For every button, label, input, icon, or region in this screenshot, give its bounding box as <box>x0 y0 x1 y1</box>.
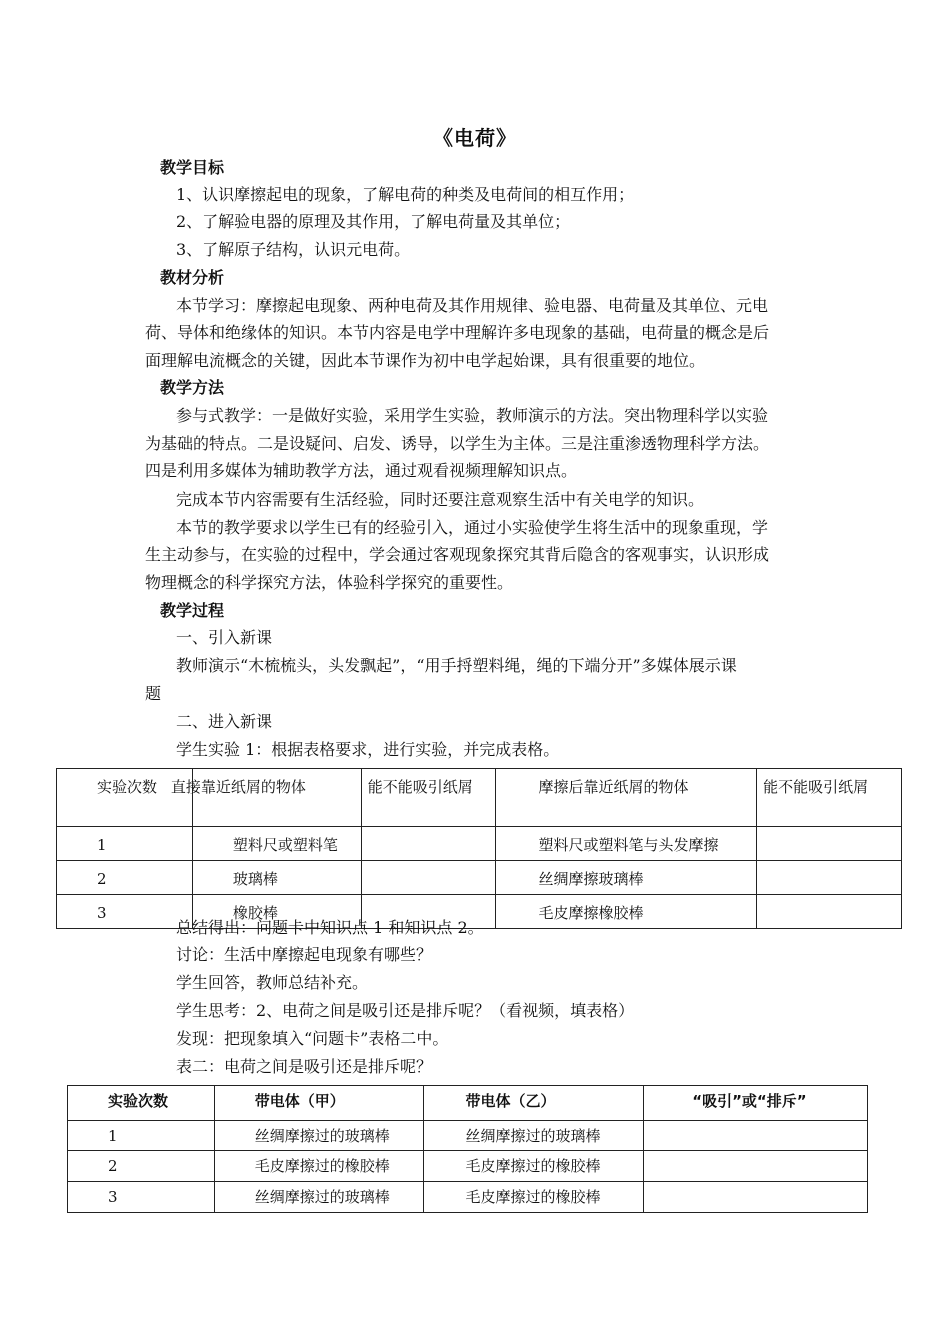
section-heading-analysis: 教材分析 <box>160 268 225 287</box>
table-cell: 塑料尺或塑料笔与头发摩擦 <box>495 827 757 861</box>
paragraph-line: 荷、导体和绝缘体的知识。本节内容是电学中理解许多电现象的基础，电荷量的概念是后 <box>145 323 770 342</box>
table-cell: 毛皮摩擦过的橡胶棒 <box>214 1151 423 1182</box>
table-header-row <box>68 1086 868 1121</box>
goal-item: 3、了解原子结构，认识元电荷。 <box>176 240 411 259</box>
table-cell: 塑料尺或塑料笔 <box>192 827 361 861</box>
paragraph-line: 本节学习：摩擦起电现象、两种电荷及其作用规律、验电器、电荷量及其单位、元电 <box>176 296 769 315</box>
table-cell <box>757 827 902 861</box>
paragraph-line: 生主动参与，在实验的过程中，学会通过客观现象探究其背后隐含的客观事实，认识形成 <box>145 545 770 564</box>
section-heading-goals: 教学目标 <box>160 158 225 177</box>
table-cell <box>361 827 495 861</box>
table-header-row <box>57 769 902 827</box>
table-row <box>68 1151 868 1182</box>
table-header-cell <box>361 769 495 827</box>
table-header-text: 能不能吸引纸屑 <box>763 778 869 796</box>
table-cell: 橡胶棒 <box>192 895 361 929</box>
paragraph-line: 学生思考：2、电荷之间是吸引还是排斥呢？（看视频，填表格） <box>176 1001 635 1020</box>
table-cell <box>757 861 902 895</box>
paragraph-line: 本节的教学要求以学生已有的经验引入，通过小实验使学生将生活中的现象重现，学 <box>176 518 769 537</box>
paragraph-line: 完成本节内容需要有生活经验，同时还要注意观察生活中有关电学的知识。 <box>176 490 705 509</box>
experiment-table-2 <box>67 1085 868 1213</box>
paragraph-line: 面理解电流概念的关键，因此本节课作为初中电学起始课，具有很重要的地位。 <box>145 351 706 370</box>
table-cell: 丝绸摩擦过的玻璃棒 <box>214 1182 423 1213</box>
table-cell: 毛皮摩擦过的橡胶棒 <box>423 1151 644 1182</box>
table-header-cell <box>170 769 361 827</box>
table-row <box>57 861 902 895</box>
table-header-cell <box>757 769 902 827</box>
table-cell: 3 <box>57 895 193 929</box>
table-cell: 2 <box>68 1151 215 1182</box>
table-cell <box>644 1182 868 1213</box>
table-header-text: 能不能吸引纸屑 <box>367 778 473 796</box>
experiment-table-1 <box>56 768 902 929</box>
page-title: 《电荷》 <box>433 126 517 150</box>
table-cell: 2 <box>57 861 193 895</box>
table-cell <box>757 895 902 929</box>
paragraph-line: 发现：把现象填入“问题卡”表格二中。 <box>176 1029 449 1048</box>
table-row <box>68 1182 868 1213</box>
goal-item: 2、了解验电器的原理及其作用，了解电荷量及其单位； <box>176 212 571 231</box>
table-header-cell: 带电体（甲） <box>214 1086 423 1121</box>
paragraph-line: 一、引入新课 <box>176 628 273 647</box>
paragraph-line: 题 <box>145 684 162 703</box>
paragraph-line: 学生实验 1：根据表格要求，进行实验，并完成表格。 <box>176 740 560 759</box>
paragraph-line: 表二：电荷之间是吸引还是排斥呢？ <box>176 1057 433 1076</box>
table-row <box>68 1121 868 1151</box>
table-cell <box>644 1151 868 1182</box>
paragraph-line: 为基础的特点。二是设疑问、启发、诱导，以学生为主体。三是注重渗透物理科学方法。 <box>145 434 770 453</box>
table-header-cell: “吸引”或“排斥” <box>644 1086 868 1121</box>
paragraph-line: 讨论：生活中摩擦起电现象有哪些？ <box>176 945 433 964</box>
table-header-cell: 摩擦后靠近纸屑的物体 <box>495 769 757 827</box>
paragraph-line: 物理概念的科学探究方法，体验科学探究的重要性。 <box>145 573 514 592</box>
section-heading-process: 教学过程 <box>160 601 225 620</box>
paragraph-line: 四是利用多媒体为辅助教学方法，通过观看视频理解知识点。 <box>145 461 578 480</box>
table-cell: 毛皮摩擦过的橡胶棒 <box>423 1182 644 1213</box>
table-header-text: 直接靠近纸屑的物体 <box>170 778 306 796</box>
table-cell: 丝绸摩擦玻璃棒 <box>495 861 757 895</box>
paragraph-line: 参与式教学：一是做好实验，采用学生实验，教师演示的方法。突出物理科学以实验 <box>176 406 769 425</box>
table-cell: 毛皮摩擦橡胶棒 <box>495 895 757 929</box>
table-cell: 1 <box>68 1121 215 1151</box>
table-cell: 3 <box>68 1182 215 1213</box>
goal-item: 1、认识摩擦起电的现象，了解电荷的种类及电荷间的相互作用； <box>176 185 635 204</box>
table-cell <box>361 861 495 895</box>
paragraph-line: 学生回答，教师总结补充。 <box>176 973 369 992</box>
table-row <box>57 827 902 861</box>
paragraph-line: 二、进入新课 <box>176 712 273 731</box>
paragraph-line: 教师演示“木梳梳头，头发飘起”，“用手捋塑料绳，绳的下端分开”多媒体展示课 <box>176 656 737 675</box>
table-header-cell: 实验次数 <box>68 1086 215 1121</box>
table-cell: 丝绸摩擦过的玻璃棒 <box>423 1121 644 1151</box>
table-cell <box>644 1121 868 1151</box>
table-cell: 1 <box>57 827 193 861</box>
section-heading-method: 教学方法 <box>160 378 225 397</box>
paragraph-line: 总结得出：问题卡中知识点 1 和知识点 2。 <box>176 918 484 937</box>
table-cell: 丝绸摩擦过的玻璃棒 <box>214 1121 423 1151</box>
table-header-cell: 实验次数 <box>57 769 193 827</box>
table-cell: 玻璃棒 <box>192 861 361 895</box>
table-header-cell: 带电体（乙） <box>423 1086 644 1121</box>
